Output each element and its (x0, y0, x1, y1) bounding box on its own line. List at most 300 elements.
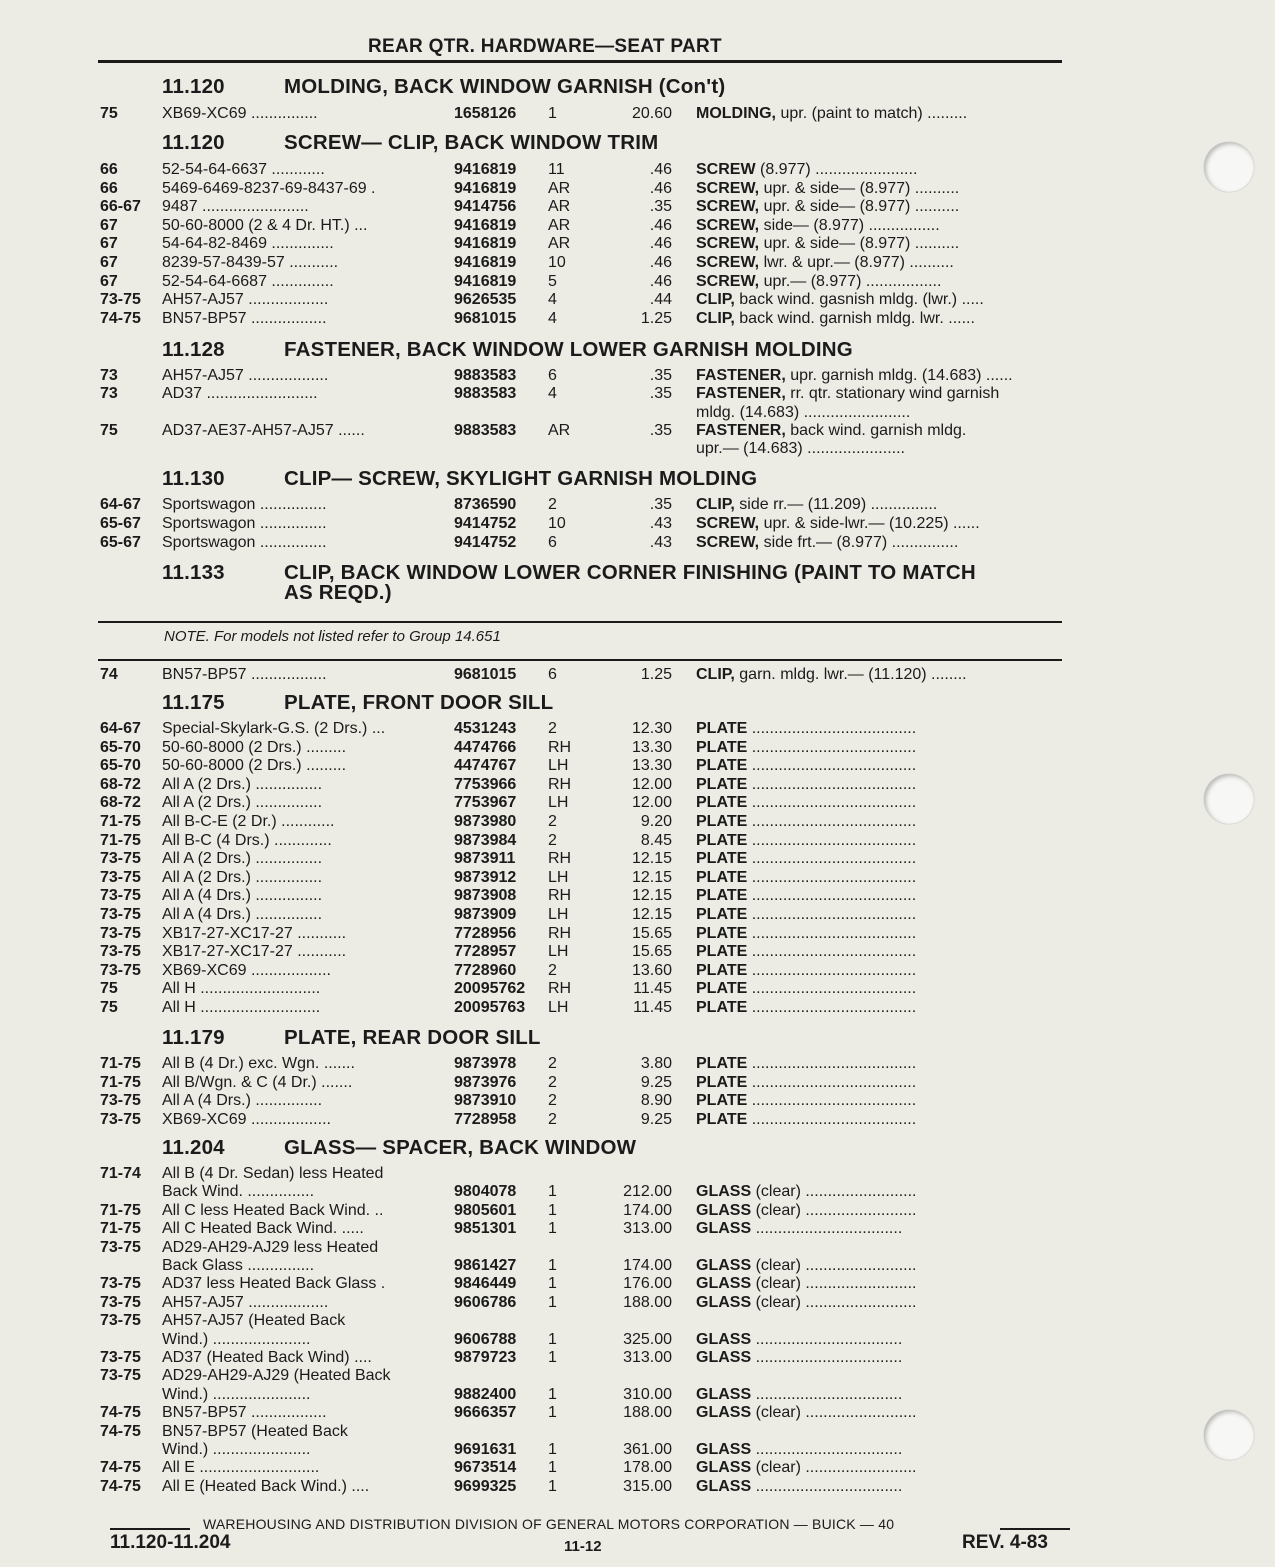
part-description (696, 495, 1066, 514)
part-qty: 2 (548, 1092, 557, 1110)
part-detail: ................................. (751, 1385, 903, 1403)
part-price: 313.00 (623, 1349, 672, 1366)
part-description (696, 1274, 1066, 1293)
part-name: GLASS (696, 1257, 752, 1274)
part-description (696, 439, 1066, 458)
section-note: NOTE. For models not listed refer to Group 14.651 (164, 628, 501, 645)
part-price: 174.00 (623, 1257, 672, 1274)
part-model: AD29-AH29-AJ29 less Heated (162, 1238, 379, 1256)
part-description (696, 905, 1066, 924)
part-yr: 73-75 (100, 1092, 141, 1110)
part-model: All A (2 Drs.) ............... (162, 775, 323, 793)
part-qty: 6 (548, 367, 557, 384)
part-name: SCREW, (696, 515, 760, 533)
part-detail: ..................................... (747, 1110, 917, 1128)
part-price: .44 (649, 291, 672, 309)
part-part: 9851301 (454, 1220, 517, 1238)
part-description (696, 290, 1066, 309)
part-model: AD29-AH29-AJ29 (Heated Back (162, 1367, 391, 1385)
part-price: 12.15 (631, 887, 672, 905)
part-yr: 75 (100, 980, 118, 998)
part-price: 178.00 (623, 1459, 672, 1477)
part-model: BN57-BP57 (Heated Back (162, 1422, 348, 1440)
part-price: 174.00 (623, 1201, 672, 1219)
part-name: SCREW, (696, 198, 760, 216)
part-yr: 71-75 (100, 1220, 141, 1238)
section-title: PLATE, FRONT DOOR SILL (284, 691, 554, 714)
part-row (0, 665, 1275, 684)
part-description (696, 533, 1066, 552)
part-part: 9414752 (454, 515, 517, 533)
part-part: 9873910 (454, 1092, 517, 1110)
part-description (696, 998, 1066, 1017)
part-qty: 4 (548, 291, 557, 309)
part-price: 13.30 (631, 757, 672, 775)
part-model: All A (2 Drs.) ............... (162, 868, 323, 886)
part-name: GLASS (696, 1220, 752, 1238)
part-part: 9805601 (454, 1201, 517, 1219)
part-description (696, 979, 1066, 998)
part-model: All A (4 Drs.) ............... (162, 1092, 323, 1110)
part-description (696, 514, 1066, 533)
part-description (696, 793, 1066, 812)
part-row (0, 719, 1275, 738)
part-yr: 73-75 (100, 1349, 141, 1366)
part-row (0, 384, 1275, 403)
part-yr: 73-75 (100, 1110, 141, 1128)
part-yr: 71-75 (100, 1055, 141, 1072)
part-price: 15.65 (631, 943, 672, 961)
part-model: All A (4 Drs.) ............... (162, 906, 323, 923)
part-name: PLATE (696, 831, 748, 849)
part-part: 8736590 (454, 496, 517, 513)
part-description (696, 1091, 1066, 1110)
part-part: 9691631 (454, 1441, 517, 1458)
part-detail: ..................................... (747, 757, 917, 775)
part-part: 9606786 (454, 1293, 517, 1311)
part-model: Sportswagon ............... (162, 534, 327, 552)
part-name: GLASS (696, 1183, 752, 1201)
part-name: PLATE (696, 1073, 748, 1091)
part-detail: upr. garnish mldg. (14.683) ...... (785, 367, 1013, 384)
part-price: 9.25 (640, 1073, 672, 1091)
part-price: 12.30 (631, 720, 672, 737)
part-detail: ..................................... (747, 943, 917, 961)
part-row (0, 831, 1275, 850)
part-model: 9487 ........................ (162, 198, 309, 216)
part-row (0, 1293, 1275, 1312)
part-row (0, 886, 1275, 905)
part-name: PLATE (696, 720, 748, 737)
part-row (0, 812, 1275, 831)
part-part: 9416819 (454, 216, 517, 234)
part-part: 7753967 (454, 794, 517, 812)
part-price: 12.00 (631, 775, 672, 793)
part-price: 310.00 (623, 1385, 672, 1403)
part-price: .46 (649, 272, 672, 290)
part-detail: lwr. & upr.— (8.977) .......... (759, 254, 954, 271)
part-qty: 2 (548, 1055, 557, 1072)
part-price: 9.25 (640, 1110, 672, 1128)
part-name: GLASS (696, 1385, 752, 1403)
part-description (696, 868, 1066, 887)
part-name: CLIP, (696, 496, 735, 513)
part-qty: 1 (548, 1201, 557, 1219)
part-part: 9673514 (454, 1459, 517, 1477)
part-price: .46 (649, 216, 672, 234)
section-number: 11.133 (162, 561, 225, 584)
part-detail: (clear) ......................... (751, 1293, 917, 1311)
part-part: 9699325 (454, 1477, 517, 1495)
part-detail: ..................................... (747, 1055, 917, 1072)
part-row (0, 1256, 1275, 1275)
part-qty: 1 (548, 1441, 557, 1458)
part-name: GLASS (696, 1459, 752, 1477)
part-description (696, 216, 1066, 235)
part-price: .35 (649, 198, 672, 216)
part-description (696, 849, 1066, 868)
part-model: 8239-57-8439-57 ........... (162, 254, 339, 271)
part-name: PLATE (696, 961, 748, 979)
part-row (0, 421, 1275, 440)
part-detail: ..................................... (747, 775, 917, 793)
part-yr: 64-67 (100, 496, 141, 513)
page-header: REAR QTR. HARDWARE—SEAT PART (368, 36, 722, 57)
part-detail: garn. mldg. lwr.— (11.120) ........ (734, 666, 967, 683)
part-row (0, 756, 1275, 775)
part-part: 9873911 (454, 850, 516, 868)
section-number: 11.179 (162, 1026, 225, 1049)
part-model: Back Glass ............... (162, 1257, 315, 1274)
part-description (696, 366, 1066, 385)
part-qty: AR (548, 421, 571, 439)
part-description (696, 1201, 1066, 1220)
part-detail: ................................. (751, 1330, 903, 1348)
part-name: CLIP, (696, 666, 735, 683)
part-row (0, 514, 1275, 533)
part-yr: 66 (100, 179, 118, 197)
part-price: 188.00 (623, 1404, 672, 1422)
part-model: AH57-AJ57 .................. (162, 367, 329, 384)
section-heading (162, 469, 757, 489)
part-model: 54-64-82-8469 .............. (162, 235, 334, 253)
part-price: .46 (649, 161, 672, 178)
part-price: 20.60 (631, 105, 672, 122)
part-name: GLASS (696, 1441, 752, 1458)
part-model: All B (4 Dr. Sedan) less Heated (162, 1165, 384, 1182)
part-detail: (clear) ......................... (751, 1257, 917, 1274)
part-row (0, 1054, 1275, 1073)
part-part: 9681015 (454, 309, 517, 327)
section-heading (162, 693, 553, 713)
section-number: 11.120 (162, 131, 225, 154)
part-price: .46 (649, 179, 672, 197)
part-yr: 73-75 (100, 1367, 141, 1385)
part-qty: AR (548, 198, 571, 216)
part-row (0, 160, 1275, 179)
part-description (696, 179, 1066, 198)
part-part: 9873978 (454, 1055, 517, 1072)
part-price: .46 (649, 254, 672, 271)
part-part: 7753966 (454, 775, 517, 793)
part-detail: ................................. (751, 1349, 903, 1366)
part-row (0, 1440, 1275, 1459)
part-row (0, 1274, 1275, 1293)
part-qty: 4 (548, 309, 557, 327)
part-row (0, 1330, 1275, 1349)
part-description (696, 1054, 1066, 1073)
part-name: PLATE (696, 868, 748, 886)
section-title: PLATE, REAR DOOR SILL (284, 1026, 541, 1049)
part-row (0, 309, 1275, 328)
part-name: PLATE (696, 1092, 748, 1110)
part-detail: upr. & side— (8.977) .......... (759, 198, 960, 216)
part-description (696, 831, 1066, 850)
part-description (696, 384, 1066, 403)
part-detail: ..................................... (747, 868, 917, 886)
part-part: 9879723 (454, 1349, 517, 1366)
part-part: 9846449 (454, 1275, 517, 1293)
part-qty: LH (548, 999, 569, 1016)
part-detail: upr. & side— (8.977) .......... (759, 235, 960, 253)
part-description (696, 1348, 1066, 1367)
section-title: GLASS— SPACER, BACK WINDOW (284, 1136, 637, 1159)
part-yr: 73-75 (100, 1275, 141, 1293)
part-price: 361.00 (623, 1441, 672, 1458)
part-name: CLIP, (696, 291, 735, 309)
part-detail: upr. & side— (8.977) .......... (759, 179, 960, 197)
footer-rule-right (1000, 1528, 1070, 1530)
part-model: Sportswagon ............... (162, 496, 327, 513)
part-description (696, 1440, 1066, 1459)
part-yr: 73-75 (100, 1238, 141, 1256)
part-description (696, 1458, 1066, 1477)
part-row (0, 104, 1275, 123)
part-row (0, 1458, 1275, 1477)
part-detail: ..................................... (747, 980, 917, 998)
part-detail: ..................................... (747, 738, 917, 756)
section-heading (162, 1138, 636, 1158)
part-model: 50-60-8000 (2 Drs.) ......... (162, 757, 347, 775)
part-price: 13.30 (631, 738, 672, 756)
part-model: 5469-6469-8237-69-8437-69 . (162, 179, 376, 197)
part-price: 12.00 (631, 794, 672, 812)
part-row (0, 924, 1275, 943)
part-name: MOLDING, (696, 105, 776, 122)
part-description (696, 719, 1066, 738)
part-part: 20095762 (454, 980, 526, 998)
part-row (0, 253, 1275, 272)
part-yr: 66-67 (100, 198, 141, 216)
part-yr: 65-70 (100, 757, 141, 775)
part-row (0, 1366, 1275, 1385)
part-detail: (clear) ......................... (751, 1275, 917, 1293)
part-name: GLASS (696, 1330, 752, 1348)
part-row (0, 179, 1275, 198)
part-name: PLATE (696, 738, 748, 756)
part-qty: LH (548, 868, 569, 886)
part-row (0, 1311, 1275, 1330)
part-description (696, 197, 1066, 216)
part-part: 9873976 (454, 1073, 517, 1091)
part-detail: back wind. garnish mldg. lwr. ...... (734, 309, 975, 327)
part-qty: LH (548, 794, 569, 812)
part-row (0, 1219, 1275, 1238)
part-row (0, 849, 1275, 868)
part-name: SCREW, (696, 235, 760, 253)
part-model: All E (Heated Back Wind.) .... (162, 1477, 370, 1495)
part-price: 8.90 (640, 1092, 672, 1110)
part-price: .35 (649, 367, 672, 384)
part-model: XB17-27-XC17-27 ........... (162, 924, 347, 942)
part-price: 15.65 (631, 924, 672, 942)
part-yr: 74-75 (100, 309, 141, 327)
part-detail: ..................................... (747, 813, 917, 830)
part-row (0, 1201, 1275, 1220)
part-yr: 74 (100, 666, 118, 683)
footer-range: 11.120-11.204 (110, 1532, 231, 1553)
part-detail: ................................. (751, 1220, 903, 1238)
part-model: All H ........................... (162, 980, 321, 998)
part-model: XB17-27-XC17-27 ........... (162, 943, 347, 961)
part-description (696, 1073, 1066, 1092)
part-model: All A (2 Drs.) ............... (162, 850, 323, 868)
part-model: BN57-BP57 ................. (162, 309, 327, 327)
part-row (0, 998, 1275, 1017)
part-yr: 73-75 (100, 924, 141, 942)
part-description (696, 1385, 1066, 1404)
part-detail: ..................................... (747, 887, 917, 905)
part-qty: 2 (548, 720, 557, 737)
part-detail: ..................................... (747, 924, 917, 942)
part-detail: (clear) ......................... (751, 1183, 917, 1201)
part-detail: rr. qtr. stationary wind garnish (785, 385, 1000, 403)
part-qty: 11 (548, 161, 565, 178)
part-name: PLATE (696, 999, 748, 1016)
part-name: SCREW, (696, 272, 760, 290)
part-part: 9416819 (454, 235, 517, 253)
part-row (0, 495, 1275, 514)
part-detail: ................................. (751, 1477, 903, 1495)
part-yr: 73 (100, 367, 118, 384)
part-description (696, 886, 1066, 905)
part-model: Back Wind. ............... (162, 1183, 315, 1201)
part-qty: 2 (548, 1110, 557, 1128)
part-yr: 75 (100, 421, 118, 439)
part-part: 9416819 (454, 254, 517, 271)
part-yr: 73-75 (100, 943, 141, 961)
part-part: 9681015 (454, 666, 517, 683)
part-description (696, 1403, 1066, 1422)
part-qty: AR (548, 235, 571, 253)
section-heading (162, 1028, 541, 1048)
part-price: 12.15 (631, 906, 672, 923)
part-part: 4474766 (454, 738, 517, 756)
part-model: 50-60-8000 (2 Drs.) ......... (162, 738, 347, 756)
part-name: PLATE (696, 813, 748, 830)
part-name: FASTENER, (696, 385, 786, 403)
section-number: 11.130 (162, 467, 225, 490)
part-model: AD37 ......................... (162, 385, 318, 403)
part-yr: 67 (100, 254, 118, 271)
part-description (696, 924, 1066, 943)
section-number: 11.175 (162, 691, 225, 714)
footer-rule-left (110, 1528, 190, 1530)
part-model: Special-Skylark-G.S. (2 Drs.) ... (162, 720, 386, 737)
part-price: 12.15 (631, 850, 672, 868)
part-name: GLASS (696, 1293, 752, 1311)
part-row (0, 1403, 1275, 1422)
part-part: 7728960 (454, 961, 517, 979)
part-qty: 1 (548, 1459, 557, 1477)
part-description (696, 1293, 1066, 1312)
part-yr: 73-75 (100, 1312, 141, 1330)
part-price: 1.25 (640, 666, 672, 683)
section-title: SCREW— CLIP, BACK WINDOW TRIM (284, 131, 659, 154)
part-qty: 1 (548, 1349, 557, 1366)
part-model: BN57-BP57 ................. (162, 1404, 327, 1422)
section-title: FASTENER, BACK WINDOW LOWER GARNISH MOLDING (284, 338, 853, 361)
part-part: 9873908 (454, 887, 517, 905)
part-model: AD37-AE37-AH57-AJ57 ...... (162, 421, 365, 439)
part-qty: RH (548, 980, 572, 998)
part-description (696, 961, 1066, 980)
part-row (0, 738, 1275, 757)
part-name: PLATE (696, 1055, 748, 1072)
part-part: 9414752 (454, 534, 517, 552)
part-qty: 1 (548, 1183, 557, 1201)
part-yr: 73-75 (100, 1293, 141, 1311)
part-name: PLATE (696, 757, 748, 775)
part-detail: ..................................... (747, 831, 917, 849)
part-detail: ..................................... (747, 794, 917, 812)
part-price: 8.45 (640, 831, 672, 849)
part-detail: upr.— (8.977) ................. (759, 272, 942, 290)
part-qty: 2 (548, 831, 557, 849)
part-row (0, 942, 1275, 961)
part-detail: ..................................... (747, 999, 917, 1016)
part-yr: 73-75 (100, 850, 141, 868)
part-price: .43 (649, 534, 672, 552)
part-yr: 73-75 (100, 887, 141, 905)
part-qty: RH (548, 738, 572, 756)
part-yr: 71-75 (100, 813, 141, 830)
part-detail: (clear) ......................... (751, 1459, 917, 1477)
part-row (0, 1164, 1275, 1183)
part-row (0, 1385, 1275, 1404)
part-model: AD37 (Heated Back Wind) .... (162, 1349, 372, 1366)
part-yr: 71-75 (100, 1073, 141, 1091)
part-row (0, 1073, 1275, 1092)
part-price: 176.00 (623, 1275, 672, 1293)
part-qty: 6 (548, 534, 557, 552)
part-qty: 1 (548, 1275, 557, 1293)
part-detail: ................................. (751, 1441, 903, 1458)
section-title: CLIP— SCREW, SKYLIGHT GARNISH MOLDING (284, 467, 758, 490)
part-name: PLATE (696, 906, 748, 923)
part-yr: 67 (100, 235, 118, 253)
part-part: 9666357 (454, 1404, 517, 1422)
section-number: 11.120 (162, 75, 225, 98)
part-name: GLASS (696, 1404, 752, 1422)
part-part: 9606788 (454, 1330, 517, 1348)
part-row (0, 272, 1275, 291)
part-yr: 67 (100, 216, 118, 234)
part-yr: 73-75 (100, 906, 141, 923)
footer-division: WAREHOUSING AND DISTRIBUTION DIVISION OF GENERAL MOTORS CORPORATION — BUICK — 40 (203, 1516, 895, 1532)
part-detail: side rr.— (11.209) ............... (734, 496, 938, 513)
part-price: 212.00 (623, 1183, 672, 1201)
